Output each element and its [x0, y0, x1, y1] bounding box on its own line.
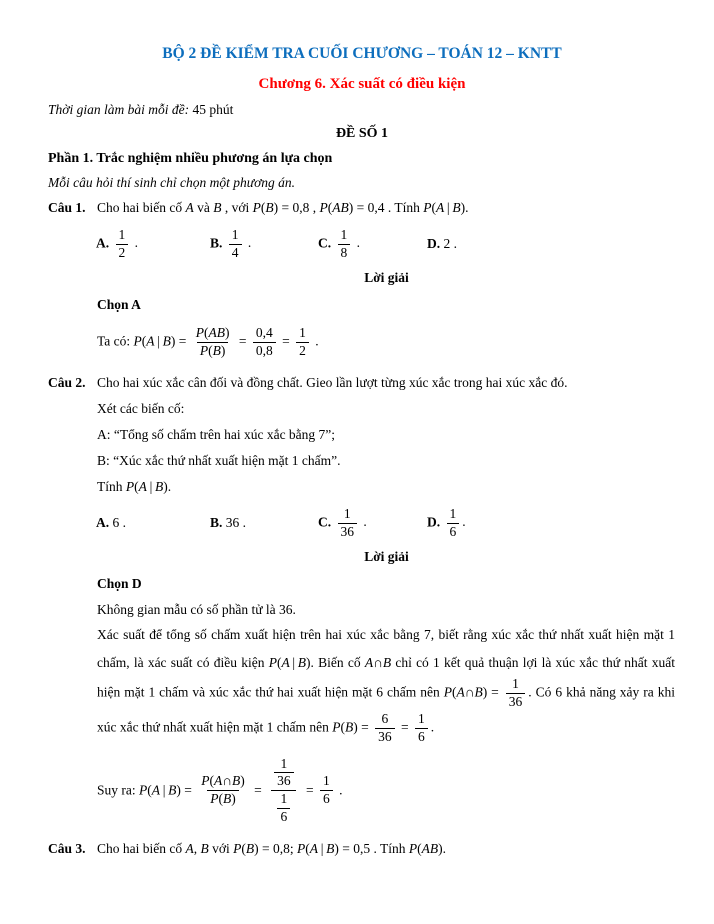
q2-option-a-value: 6 . — [112, 515, 126, 530]
q1-solution-formula — [97, 320, 676, 364]
q1-option-c — [318, 227, 427, 262]
part1-heading: Phần 1. Trắc nghiệm nhiều phương án lựa chọn — [48, 151, 333, 166]
q2-solution-conclusion — [97, 752, 676, 830]
q3-label: Câu 3. — [48, 840, 86, 856]
q2-option-b-label: B. — [210, 515, 223, 530]
q1-option-c-value: $\frac{1}{8}$ . — [335, 235, 361, 250]
q2-option-b-value: 36 . — [225, 515, 247, 530]
doc-title: BỘ 2 ĐỀ KIỂM TRA CUỐI CHƯƠNG – TOÁN 12 – KNTT — [162, 45, 562, 62]
q2-option-a — [96, 514, 210, 532]
q1-option-d-value: 2 . — [443, 236, 457, 251]
q2-option-c-value: $\frac{1}{36}$ . — [335, 514, 367, 529]
q2-option-c-label: C. — [318, 514, 332, 530]
q2-label: Câu 2. — [48, 375, 86, 390]
q1-question: Cho hai biến cố A và B , với P(B) = 0,8 , P(AB) = 0,4 . Tính P(A | B). — [97, 200, 469, 215]
q3-question: Cho hai biến cố A, B với P(B) = 0,8; P(A | B) = 0,5 . Tính P(AB). — [97, 840, 446, 856]
q1-option-a — [96, 227, 210, 262]
q2-solution-paragraph: Xác suất để tổng số chấm xuất hiện trên hai xúc xắc bằng 7, biết rằng xúc xắc thứ nhất xuất hiện mặt 1 chấm, là xác suất có điều kiện P(A | B). Biến cố A∩B chỉ có 1 kết quả thuận lợi là xúc xắc thứ nhất xuất hiện mặt 1 chấm và xúc xắc thứ hai xuất hiện mặt 6 chấm nên P(A∩B) = $\frac{1}{36}$ . Có 6 khả năng xảy ra khi xúc xắc thứ nhất xuất hiện mặt 1 chấm nên P(B) = $\frac{6}{36}$ = $\frac{1}{6}$ . — [97, 627, 676, 744]
q2-question: Cho hai xúc xắc cân đối và đồng chất. Gieo lần lượt từng xúc xắc trong hai xúc xắc đó. — [97, 375, 568, 390]
q2-option-b — [210, 514, 318, 532]
q2-solution-line1: Không gian mẫu có số phần tử là 36. — [97, 602, 296, 617]
question-1 — [48, 199, 676, 217]
time-label: Thời gian làm bài mỗi đề: — [48, 102, 190, 117]
q2-ask: Tính P(A | B). — [97, 479, 172, 494]
time-info — [48, 101, 676, 119]
q1-solution-math: Ta có: P(A | B) = $\frac{P(AB)}{P(B)}$ = $\frac{0,4}{0,8}$ = $\frac{1}{2}$ . — [97, 324, 319, 358]
q2-cases-line: Xét các biến cố: — [97, 401, 185, 416]
q2-option-d-label: D. — [427, 514, 441, 530]
q1-options — [96, 223, 676, 265]
q1-choice: Chọn A — [97, 297, 141, 312]
q1-option-d — [427, 235, 676, 253]
q2-choice: Chọn D — [97, 576, 142, 591]
chapter-subtitle: Chương 6. Xác suất có điều kiện — [258, 76, 466, 92]
q1-option-a-label: A. — [96, 235, 110, 251]
q1-option-b-value: $\frac{1}{4}$ . — [226, 235, 252, 250]
q1-option-a-value: $\frac{1}{2}$ . — [113, 235, 139, 250]
q2-event-a: A: “Tổng số chấm trên hai xúc xắc bằng 7”; — [97, 427, 336, 442]
q2-option-a-label: A. — [96, 515, 110, 530]
q2-event-b: B: “Xúc xắc thứ nhất xuất hiện mặt 1 chấm”. — [97, 453, 341, 468]
q1-option-b — [210, 227, 318, 262]
q2-options — [96, 502, 676, 544]
q1-label: Câu 1. — [48, 200, 86, 215]
question-3 — [48, 840, 676, 858]
time-value: 45 phút — [189, 102, 234, 117]
q1-option-c-label: C. — [318, 235, 332, 251]
exam-number: ĐỀ SỐ 1 — [335, 126, 389, 141]
q1-solution-heading: Lời giải — [364, 270, 409, 285]
q1-option-d-label: D. — [427, 236, 441, 251]
question-2 — [48, 374, 676, 392]
q2-option-d — [427, 506, 676, 541]
q2-solution-heading: Lời giải — [364, 549, 409, 564]
q2-option-d-value: $\frac{1}{6}$ . — [444, 514, 466, 529]
q2-conclusion-math: Suy ra: P(A | B) = $\frac{P(A\cap B)}{P(B)}$ = $\frac{\frac{1}{36}}{\frac{1}{6}}$ = $\frac{1}{6}$ . — [97, 755, 343, 825]
q2-option-c — [318, 506, 427, 541]
q1-option-b-label: B. — [210, 235, 223, 251]
part1-note: Mỗi câu hỏi thí sinh chỉ chọn một phương án. — [48, 175, 296, 190]
